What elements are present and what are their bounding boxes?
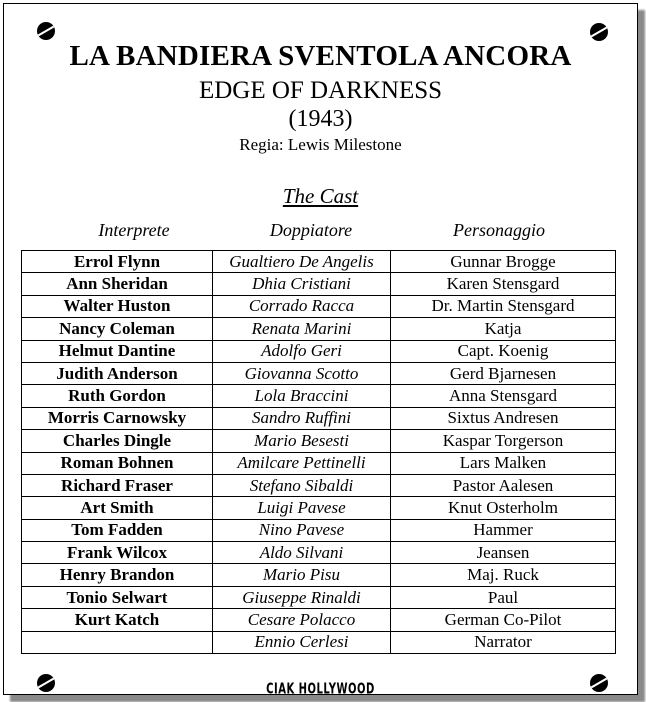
actor-cell: Charles Dingle (22, 430, 213, 452)
table-row (22, 542, 616, 564)
original-title: EDGE OF DARKNESS (198, 77, 443, 104)
role-cell: German Co-Pilot (391, 609, 616, 631)
dubber-cell: Cesare Polacco (213, 609, 391, 631)
table-row (22, 273, 616, 295)
dubber-cell: Amilcare Pettinelli (213, 452, 391, 474)
dubber-cell: Sandro Ruffini (213, 407, 391, 429)
director-credit: Regia: Lewis Milestone (239, 135, 402, 154)
italian-title: LA BANDIERA SVENTOLA ANCORA (69, 40, 572, 72)
dubber-cell: Stefano Sibaldi (213, 474, 391, 496)
table-row (22, 609, 616, 631)
actor-cell: Ann Sheridan (22, 273, 213, 295)
actor-cell: Tom Fadden (22, 519, 213, 541)
role-cell: Katja (391, 318, 616, 340)
table-row (22, 295, 616, 317)
role-cell: Dr. Martin Stensgard (391, 295, 616, 317)
actor-cell: Kurt Katch (22, 609, 213, 631)
dubber-cell: Luigi Pavese (213, 497, 391, 519)
actor-cell: Henry Brandon (22, 564, 213, 586)
table-row (22, 318, 616, 340)
table-row (22, 631, 616, 653)
actor-cell: Frank Wilcox (22, 542, 213, 564)
actor-cell: Errol Flynn (22, 251, 213, 273)
actor-cell: Roman Bohnen (22, 452, 213, 474)
actor-cell: Ruth Gordon (22, 385, 213, 407)
screw-icon (37, 22, 55, 40)
dubber-cell: Nino Pavese (213, 519, 391, 541)
role-cell: Pastor Aalesen (391, 474, 616, 496)
dubber-cell: Lola Braccini (213, 385, 391, 407)
role-cell: Sixtus Andresen (391, 407, 616, 429)
role-cell: Hammer (391, 519, 616, 541)
table-row (22, 340, 616, 362)
role-cell: Anna Stensgard (391, 385, 616, 407)
table-row (22, 497, 616, 519)
table-row (22, 519, 616, 541)
dubber-cell: Dhia Cristiani (213, 273, 391, 295)
actor-cell: Walter Huston (22, 295, 213, 317)
dubber-cell: Renata Marini (213, 318, 391, 340)
screw-icon (590, 23, 608, 41)
table-row (22, 430, 616, 452)
actor-cell (22, 631, 213, 653)
column-header-role: Personaggio (453, 220, 545, 240)
table-row (22, 251, 616, 273)
role-cell: Gunnar Brogge (391, 251, 616, 273)
table-row (22, 385, 616, 407)
table-row (22, 474, 616, 496)
dubber-cell: Mario Besesti (213, 430, 391, 452)
actor-cell: Tonio Selwart (22, 586, 213, 608)
dubber-cell: Gualtiero De Angelis (213, 251, 391, 273)
column-header-actor: Interprete (98, 220, 170, 240)
dubber-cell: Ennio Cerlesi (213, 631, 391, 653)
table-row (22, 407, 616, 429)
role-cell: Gerd Bjarnesen (391, 362, 616, 384)
actor-cell: Art Smith (22, 497, 213, 519)
actor-cell: Morris Carnowsky (22, 407, 213, 429)
release-year: (1943) (288, 106, 353, 132)
role-cell: Kaspar Torgerson (391, 430, 616, 452)
role-cell: Knut Osterholm (391, 497, 616, 519)
actor-cell: Nancy Coleman (22, 318, 213, 340)
actor-cell: Helmut Dantine (22, 340, 213, 362)
table-row (22, 586, 616, 608)
role-cell: Lars Malken (391, 452, 616, 474)
dubber-cell: Corrado Racca (213, 295, 391, 317)
role-cell: Capt. Koenig (391, 340, 616, 362)
table-row (22, 452, 616, 474)
logo-text: CIAK HOLLYWOOD (266, 681, 375, 698)
cast-card (3, 3, 638, 698)
role-cell: Narrator (391, 631, 616, 653)
role-cell: Maj. Ruck (391, 564, 616, 586)
dubber-cell: Giovanna Scotto (213, 362, 391, 384)
table-row (22, 362, 616, 384)
role-cell: Paul (391, 586, 616, 608)
dubber-cell: Giuseppe Rinaldi (213, 586, 391, 608)
table-row (22, 564, 616, 586)
role-cell: Karen Stensgard (391, 273, 616, 295)
cast-heading: The Cast (282, 184, 359, 208)
role-cell: Jeansen (391, 542, 616, 564)
dubber-cell: Adolfo Geri (213, 340, 391, 362)
ciak-hollywood-logo (4, 679, 637, 697)
cast-table (21, 250, 616, 654)
dubber-cell: Aldo Silvani (213, 542, 391, 564)
actor-cell: Judith Anderson (22, 362, 213, 384)
actor-cell: Richard Fraser (22, 474, 213, 496)
column-header-dubber: Doppiatore (269, 220, 353, 240)
dubber-cell: Mario Pisu (213, 564, 391, 586)
